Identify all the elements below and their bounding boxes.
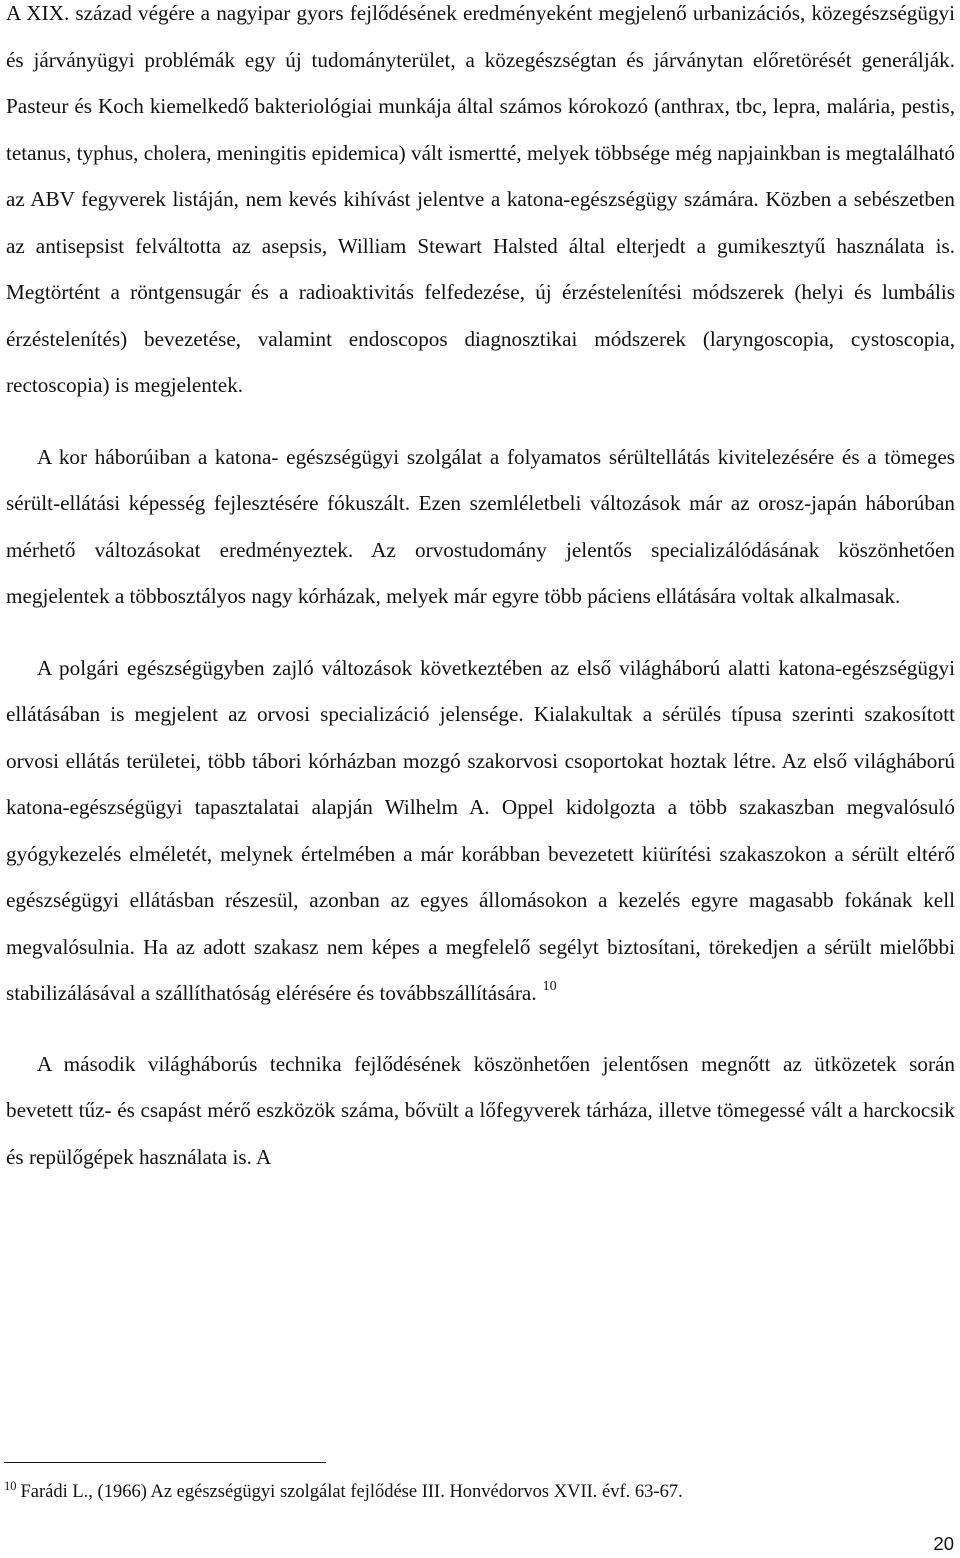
paragraph-3-text: A polgári egészségügyben zajló változások következtében az első világháború alatti katona-egészségügyi ellátásában is megjelent az orvosi specializáció jelensége. Kialakultak a sérülés típusa szerinti szakosított orvosi ellátás területei, több tábori kórházban mozgó szakorvosi csoportokat hoztak létre. Az első világháború katona-egészségügyi tapasztalatai alapján Wilhelm A. Oppel kidolgozta a több szakaszban megvalósuló gyógykezelés elméletét, melynek értelmében a már korábban bevezetett kiürítési szakaszokon a sérült eltérő egészségügyi ellátásban részesül, azonban az egyes állomásokon a kezelés egyre magasabb fokának kell megvalósulnia. Ha az adott szakasz nem képes a megfelelő segélyt biztosítani, törekedjen a sérült mielőbbi stabilizálásával a szállíthatóság elérésére és továbbszállítására.: [6, 655, 955, 1005]
footnote: [4, 1474, 683, 1504]
paragraph-spacer: [6, 620, 955, 645]
footnote-text: Farádi L., (1966) Az egészségügyi szolgálat fejlődése III. Honvédorvos XVII. évf. 63-67.: [20, 1481, 683, 1502]
footnote-separator: [4, 1462, 326, 1463]
paragraph-2: A kor háborúiban a katona- egészségügyi szolgálat a folyamatos sérültellátás kivitelezésére és a tömeges sérült-ellátási képesség fejlesztésére fókuszált. Ezen szemléletbeli változások már az orosz-japán háborúban mérhető változásokat eredményeztek. Az orvostudomány jelentős specializálódásának köszönhetően megjelentek a többosztályos nagy kórházak, melyek már egyre több páciens ellátására voltak alkalmasak.: [6, 444, 955, 608]
document-body: [6, 0, 955, 1180]
paragraph-spacer: [6, 409, 955, 434]
footnote-reference[interactable]: 10: [542, 979, 557, 995]
paragraph-1: A XIX. század végére a nagyipar gyors fejlődésének eredményeként megjelenő urbanizációs, közegészségügyi és járványügyi problémák egy új tudományterület, a közegészségtan és járványtan előretörését generálják. Pasteur és Koch kiemelkedő bakteriológiai munkája által számos kórokozó (anthrax, tbc, lepra, malária, pestis, tetanus, typhus, cholera, meningitis epidemica) vált ismertté, melyek többsége még napjainkban is megtalálható az ABV fegyverek listáján, nem kevés kihívást jelentve a katona-egészségügy számára. Közben a sebészetben az antisepsist felváltotta az asepsis, William Stewart Halsted által elterjedt a gumikesztyű használata is. Megtörtént a röntgensugár és a radioaktivitás felfedezése, új érzéstelenítési módszerek (helyi és lumbális érzéstelenítés) bevezetése, valamint endoscopos diagnosztikai módszerek (laryngoscopia, cystoscopia, rectoscopia) is megjelentek.: [6, 1, 955, 397]
paragraph-spacer: [6, 1017, 955, 1041]
paragraph-3: [6, 645, 955, 1017]
page-number: 20: [933, 1533, 954, 1554]
footnote-number: 10: [4, 1479, 17, 1493]
paragraph-4: A második világháborús technika fejlődésének köszönhetően jelentősen megnőtt az ütközetek során bevetett tűz- és csapást mérő eszközök száma, bővült a lőfegyverek tárháza, illetve tömegessé vált a harckocsik és repülőgépek használata is. A: [6, 1051, 955, 1169]
